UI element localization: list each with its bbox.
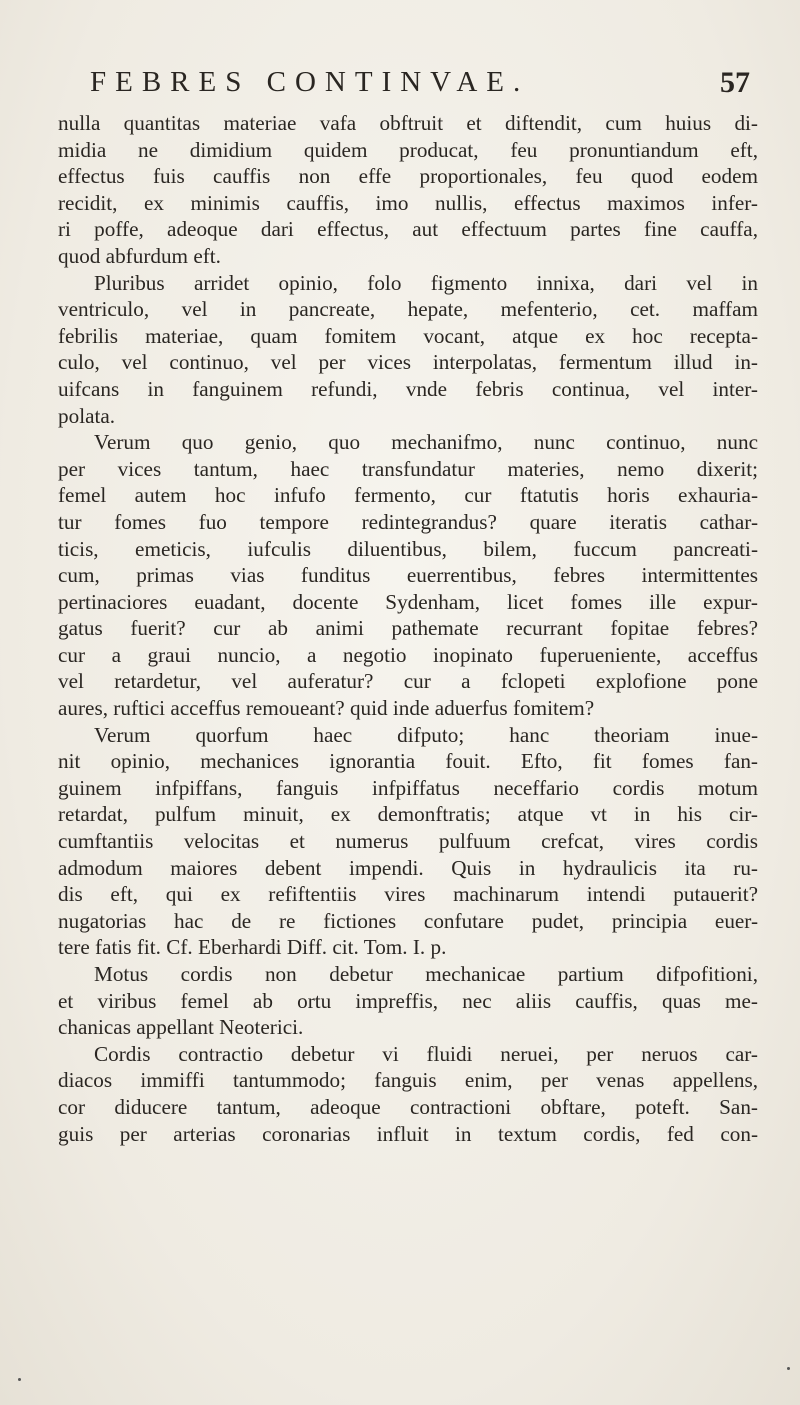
- page-number: 57: [720, 66, 750, 99]
- ink-speck: [18, 1378, 21, 1381]
- running-head: [60, 60, 750, 110]
- text-line: effectus fuis cauffis non effe proportionales, feu quod eodem: [58, 164, 758, 189]
- text-line: per vices tantum, haec transfundatur materies, nemo dixerit;: [58, 456, 758, 481]
- text-line: guinem infpiffans, fanguis infpiffatus neceffario cordis motum: [58, 775, 758, 800]
- text-line: Verum quo genio, quo mechanifmo, nunc continuo, nunc: [94, 430, 758, 455]
- text-line: aures, ruftici acceffus remoueant? quid inde aduerfus fomitem?: [58, 696, 595, 721]
- text-line: midia ne dimidium quidem producat, feu pronuntiandum eft,: [58, 137, 758, 162]
- text-line: diacos immiffi tantummodo; fanguis enim, per venas appellens,: [58, 1068, 758, 1093]
- text-line: nulla quantitas materiae vafa obftruit et diftendit, cum huius di-: [58, 111, 758, 135]
- text-line: ventriculo, vel in pancreate, hepate, mefenterio, cet. maffam: [58, 297, 758, 322]
- text-line: Motus cordis non debetur mechanicae partium difpofitioni,: [94, 962, 758, 986]
- text-line: pertinaciores euadant, docente Sydenham, licet fomes ille expur-: [58, 589, 758, 614]
- text-line: Pluribus arridet opinio, folo figmento innixa, dari vel in: [94, 270, 758, 295]
- text-line: et viribus femel ab ortu impreffis, nec aliis cauffis, quas me-: [58, 988, 758, 1013]
- text-line: cum, primas vias funditus euerrentibus, febres intermittentes: [58, 563, 758, 588]
- text-line: febrilis materiae, quam fomitem vocant, atque ex hoc recepta-: [58, 323, 758, 348]
- text-line: gatus fuerit? cur ab animi pathemate recurrant fopitae febres?: [58, 616, 758, 641]
- text-line: tere fatis fit. Cf. Eberhardi Diff. cit. Tom. I. p.: [58, 935, 447, 960]
- text-line: nit opinio, mechanices ignorantia fouit. Efto, fit fomes fan-: [58, 749, 758, 774]
- text-line: Cordis contractio debetur vi fluidi neruei, per neruos car-: [94, 1041, 758, 1066]
- text-line: culo, vel continuo, vel per vices interpolatas, fermentum illud in-: [58, 350, 758, 375]
- text-line: ticis, emeticis, iufculis diluentibus, bilem, fuccum pancreati-: [58, 536, 758, 561]
- text-line: quod abfurdum eft.: [58, 243, 221, 268]
- text-line: femel autem hoc infufo fermento, cur ftatutis horis exhauria-: [58, 483, 758, 508]
- text-line: uifcans in fanguinem refundi, vnde febris continua, vel inter-: [58, 376, 758, 401]
- text-line: chanicas appellant Neoterici.: [58, 1015, 304, 1040]
- text-line: ri poffe, adeoque dari effectus, aut effectuum partes fine cauffa,: [58, 217, 758, 242]
- body-text: [58, 110, 758, 1147]
- text-line: polata.: [58, 403, 116, 428]
- text-line: admodum maiores debent impendi. Quis in hydraulicis ita ru-: [58, 855, 758, 880]
- text-line: cumftantiis velocitas et numerus pulfuum crefcat, vires cordis: [58, 829, 758, 854]
- text-line: vel retardetur, vel auferatur? cur a fclopeti explofione pone: [58, 669, 758, 694]
- text-line: cor diducere tantum, adeoque contractioni obftare, poteft. San-: [58, 1094, 758, 1119]
- ink-speck: [787, 1367, 790, 1370]
- text-line: tur fomes fuo tempore redintegrandus? quare iteratis cathar-: [58, 509, 758, 534]
- running-title: FEBRES CONTINVAE.: [90, 66, 530, 98]
- text-line: retardat, pulfum minuit, ex demonftratis; atque vt in his cir-: [58, 802, 758, 827]
- text-line: guis per arterias coronarias influit in textum cordis, fed con-: [58, 1121, 758, 1146]
- text-line: nugatorias hac de re fictiones confutare pudet, principia euer-: [58, 908, 758, 933]
- text-line: dis eft, qui ex refiftentiis vires machinarum intendi putauerit?: [58, 882, 758, 907]
- text-line: recidit, ex minimis cauffis, imo nullis, effectus maximos infer-: [58, 190, 758, 215]
- text-line: cur a graui nuncio, a negotio inopinato fuperueniente, acceffus: [58, 642, 758, 667]
- text-line: Verum quorfum haec difputo; hanc theoriam inue-: [94, 722, 758, 747]
